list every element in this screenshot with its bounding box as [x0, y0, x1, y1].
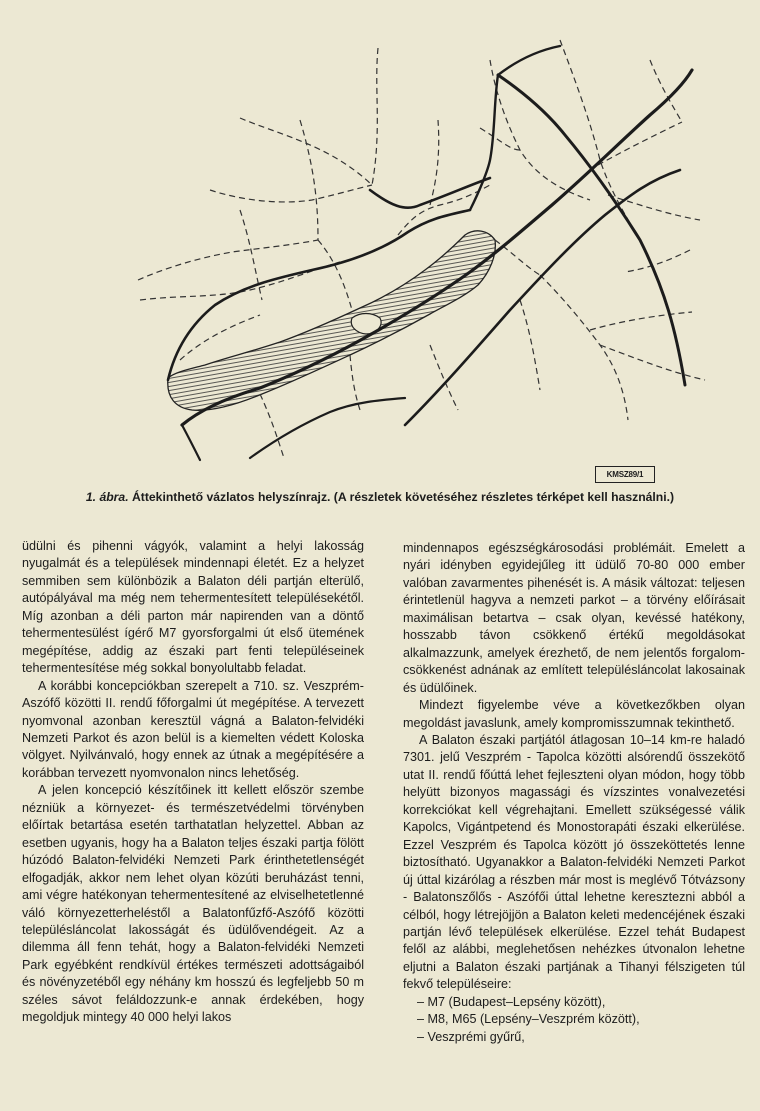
list-item: – M7 (Budapest–Lepsény között),	[417, 994, 606, 1009]
paragraph: A korábbi koncepciókban szerepelt a 710. sz. Veszprém-Aszófő közötti II. rendű főforgalmi út megépítése. A tervezett nyomvonal azonban keresztül vágná a Balaton-felvidéki Nemzeti Parkot és azon belül is a kiemelten védett Koloska völgyet. Nyilvánvaló, hogy ennek az útnak a megépítésére a korábban tervezett nyomvonalon nincs lehetőség.	[22, 678, 364, 780]
right-column	[403, 540, 745, 1046]
paragraph: A Balaton északi partjától átlagosan 10–14 km-re haladó 7301. jelű Veszprém - Tapolca közötti alsórendű összekötő utat II. rendű főúttá lehet fejleszteni olyan módon, hogy több helyütt bizonyos magassági és vízszintes vonalvezetési korrekciókat kell végrehajtani. Emellett szükségessé válik Kapolcs, Vigántpetend és Monostorapáti északi elkerülése. Ezzel Veszprém és Tapolca között jó összeköttetés lenne biztosítható. Ugyanakkor a Balaton-felvidéki Nemzeti Parkot új úttal kizárólag a részben már most is meglévő Tótvázsony - Balatonszőlős - Aszófői úttal lehetne keresztezni abból a célból, hogy létrejöjjön a Balaton keleti medencéjének északi partján lévő települések elkerülése. Ezzel tehát Budapest felől az alábbi, meglehetősen nehézkes útvonalon lehetne eljutni a Balaton északi partjának a Tihanyi félszigeten túl fekvő településeire:	[403, 732, 745, 992]
paragraph: mindennapos egészségkárosodási problémáit. Emelett a nyári idényben egyidejűleg itt üdülő 70-80 000 ember valóban zavarmentes pihenését is. A másik változat: teljesen érintetlenül hagyva a nemzeti parkot – a törvény előírásait maximálisan betartva – csak olyan, kevéssé hatékony, hosszabb távon csökkenő értékű megoldásokat alkalmazzunk, amelyek érezhető, de nem jelentős forgalom-csökkenést adnának az említett településláncolat lakosainak és üdülőinek.	[403, 541, 745, 695]
paragraph: üdülni és pihenni vágyók, valamint a helyi lakosság nyugalmát és a települések mindennapi életét. Ez a helyzet semmiben sem különbözik a Balaton déli partján elterülő, autópályával ma még nem tehermentesített településekétől. Míg azonban a déli parton már napirenden van a döntő tehermentesülést ígérő M7 gyorsforgalmi út első ütemének megépítése, addig az északi part fenti településeinek tehermentesítése még sokkal bonyolultabb feladat.	[22, 539, 364, 676]
site-sketch-map	[0, 0, 760, 480]
route-list	[403, 994, 745, 1046]
left-column	[22, 538, 364, 1027]
figure-caption-text: Áttekinthető vázlatos helyszínrajz. (A részletek követéséhez részletes térképet kell használni.)	[131, 490, 675, 504]
list-item: – M8, M65 (Lepsény–Veszprém között),	[417, 1012, 640, 1027]
paragraph: A jelen koncepció készítőinek itt kellett először szembe nézniük a környezet- és természetvédelmi törvényben előírtak betartása esetén tarthatatlan helyzettel. Abban az esetben ugyanis, hogy ha a Balaton teljes északi partja fölött húzódó Balaton-felvidéki Nemzeti Park érinthetetlenségét elfogadják, akkor nem lehet olyan közúti beruházást tenni, ami végre hatékonyan tehermentesítené az elviselhetetlenné váló környezetterheléstől a Balatonfűzfő-Aszófő közötti településláncolat lakosságát és üdülővendégeit. Az a dilemma áll fenn tehát, hogy a Balaton-felvidéki Nemzeti Park egyébként rendkívül értékes természeti adottságaiból és növényzetéből egy néhány km hosszú és legfeljebb 50 m széles sávot feláldozzunk-e annak érdekében, hogy megoldjuk mintegy 40 000 helyi lakos	[22, 783, 364, 1025]
list-item: – Veszprémi gyűrű,	[417, 1029, 525, 1044]
figure-caption	[0, 490, 760, 504]
paragraph: Mindezt figyelembe véve a következőkben olyan megoldást javaslunk, amely kompromisszumnak tekinthető.	[403, 698, 745, 730]
figure-number: 1. ábra.	[85, 490, 129, 504]
map-code-label: KMSZ89/1	[595, 466, 655, 483]
